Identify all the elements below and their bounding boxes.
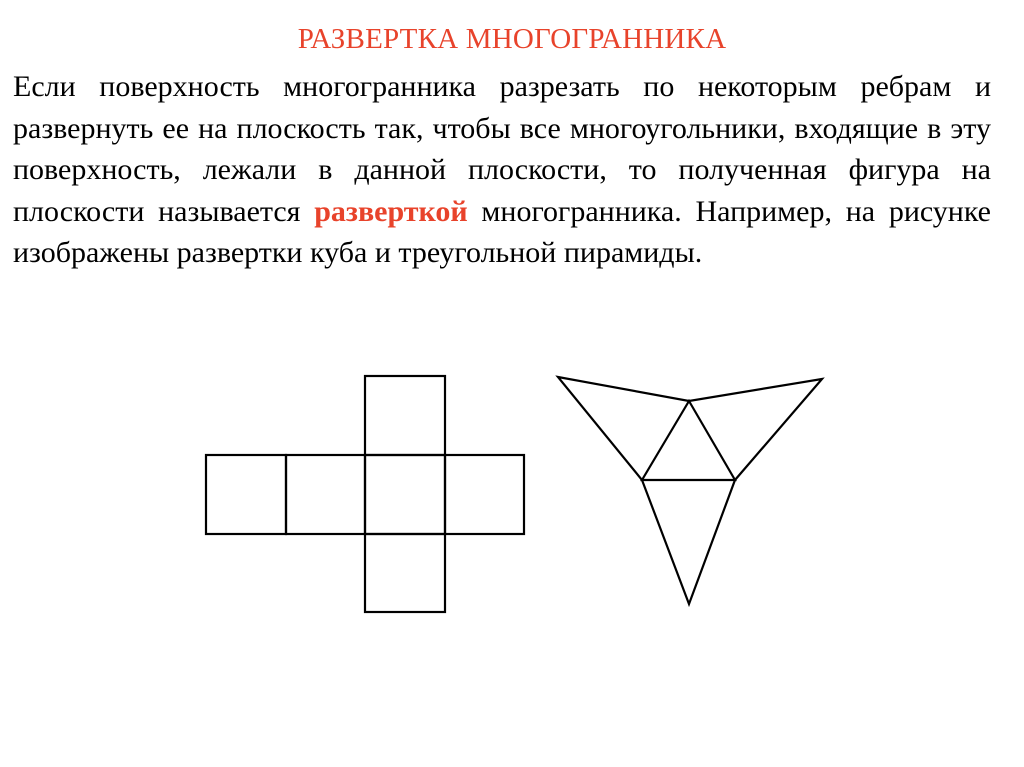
cube-net-figure — [206, 376, 524, 612]
cube-face-bottom — [365, 534, 445, 612]
paragraph-text-after: многогранника. Например, на рисунке изображены развертки куба и треугольной пирамиды. — [13, 194, 991, 269]
cube-face-left — [206, 455, 286, 534]
pyramid-outline — [558, 377, 822, 604]
pyramid-base-triangle — [642, 401, 735, 480]
cube-face-right — [445, 455, 524, 534]
slide-title: РАЗВЕРТКА МНОГОГРАННИКА — [297, 23, 727, 55]
cube-face-center — [365, 455, 445, 534]
cube-face-center-left — [286, 455, 365, 534]
pyramid-net-figure — [558, 377, 822, 604]
highlighted-term: разверткой — [314, 194, 468, 228]
paragraph-text-before: Если поверхность многогранника разрезать по некоторым ребрам и развернуть ее на плоскость так, чтобы все многоугольники, входящие в эту поверхность, лежали в данной плоскости, то полученная фигура на плоскости называется — [13, 70, 991, 228]
cube-face-top — [365, 376, 445, 455]
